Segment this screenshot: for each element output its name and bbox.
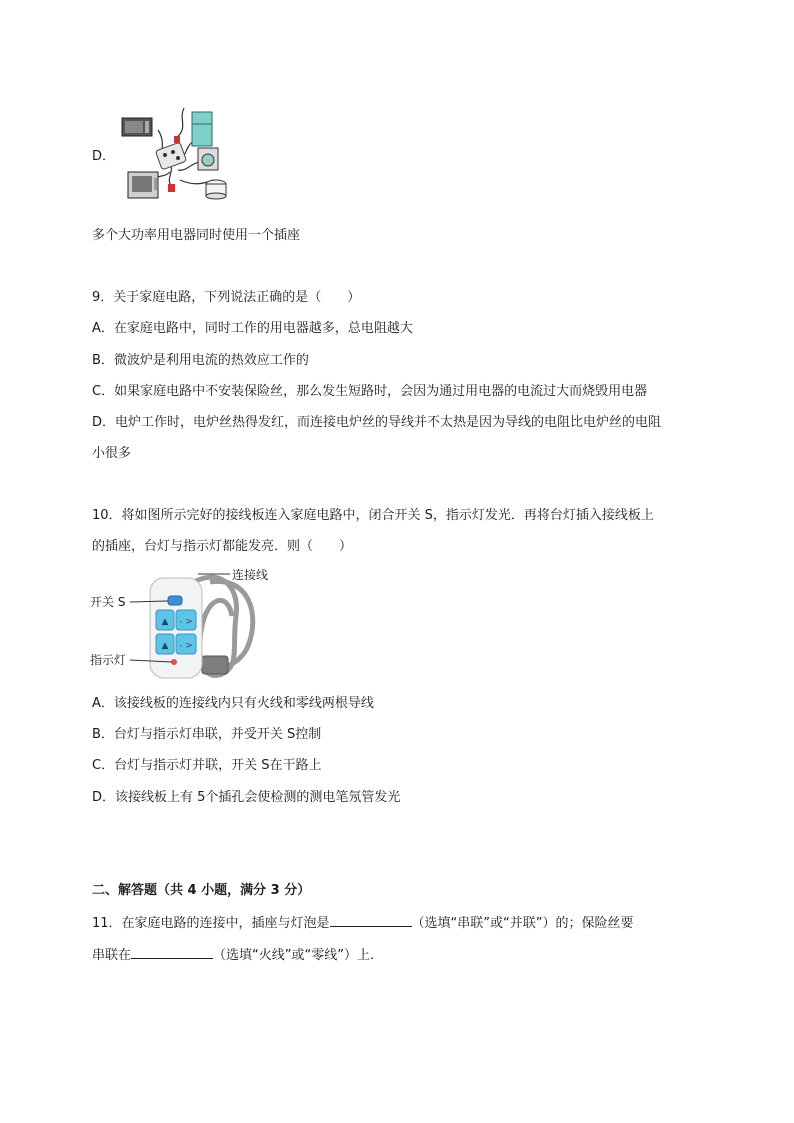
q9-option-a: A．在家庭电路中，同时工作的用电器越多，总电阻越大 — [92, 321, 413, 336]
svg-text:▲: ▲ — [161, 641, 169, 651]
q8-option-d-caption: 多个大功率用电器同时使用一个插座 — [92, 228, 301, 243]
section-heading: 二、解答题（共 4 小题，满分 3 分） — [92, 883, 311, 898]
answer-blank-2[interactable] — [131, 945, 213, 959]
q10-option-a: A．该接线板的连接线内只有火线和零线两根导线 — [92, 696, 374, 711]
q9-option-c: C．如果家庭电路中不安装保险丝，那么发生短路时，会因为通过用电器的电流过大而烧毁用电器 — [92, 384, 648, 399]
q11-text-c: 串联在 — [92, 948, 132, 963]
switch-s — [168, 596, 182, 605]
microwave-icon — [122, 118, 152, 136]
refrigerator-icon — [192, 112, 212, 146]
power-strip-icon — [155, 142, 186, 170]
plug-icon — [202, 656, 228, 674]
q11-text-a: 11．在家庭电路的连接中，插座与灯泡是 — [92, 916, 330, 931]
svg-text:▲: ▲ — [161, 617, 169, 627]
q9-option-b: B．微波炉是利用电流的热效应工作的 — [92, 353, 309, 368]
q9-stem: 9．关于家庭电路，下列说法正确的是（ ） — [92, 290, 361, 305]
q10-option-b: B．台灯与指示灯串联，并受开关 S控制 — [92, 727, 322, 742]
q11-line1 — [92, 913, 634, 933]
appliances-on-one-socket-figure — [118, 100, 230, 208]
label-indicator: 指示灯 — [90, 653, 127, 667]
television-icon — [128, 172, 158, 198]
svg-text:- >: - > — [179, 617, 193, 627]
label-switch-s: 开关 S — [90, 595, 126, 609]
q9-option-d-continued: 小很多 — [92, 446, 132, 461]
plug-icon — [174, 136, 180, 143]
q10-stem-line2: 的插座，台灯与指示灯都能发亮．则（ ） — [92, 539, 353, 554]
q10-option-c: C．台灯与指示灯并联，开关 S在干路上 — [92, 758, 322, 773]
q11-line2 — [92, 945, 383, 965]
q11-text-d: （选填“火线”或“零线”）上． — [213, 948, 383, 963]
power-strip-figure — [90, 566, 280, 690]
plug-icon — [168, 184, 175, 192]
washing-machine-icon — [198, 148, 218, 170]
rice-cooker-icon — [206, 180, 226, 199]
q10-option-d: D．该接线板上有 5个插孔会使检测的测电笔氖管发光 — [92, 790, 401, 805]
q11-text-b: （选填“串联”或“并联”）的；保险丝要 — [411, 916, 634, 931]
q8-option-d-letter: D． — [92, 149, 116, 164]
answer-blank-1[interactable] — [330, 913, 412, 927]
q9-option-d: D．电炉工作时，电炉丝热得发红，而连接电炉丝的导线并不太热是因为导线的电阻比电炉丝的电阻 — [92, 415, 662, 430]
q10-stem-line1: 10．将如图所示完好的接线板连入家庭电路中，闭合开关 S，指示灯发光．再将台灯插入接线板上 — [92, 508, 654, 523]
svg-text:- >: - > — [179, 641, 193, 651]
label-cable: 连接线 — [232, 568, 269, 582]
